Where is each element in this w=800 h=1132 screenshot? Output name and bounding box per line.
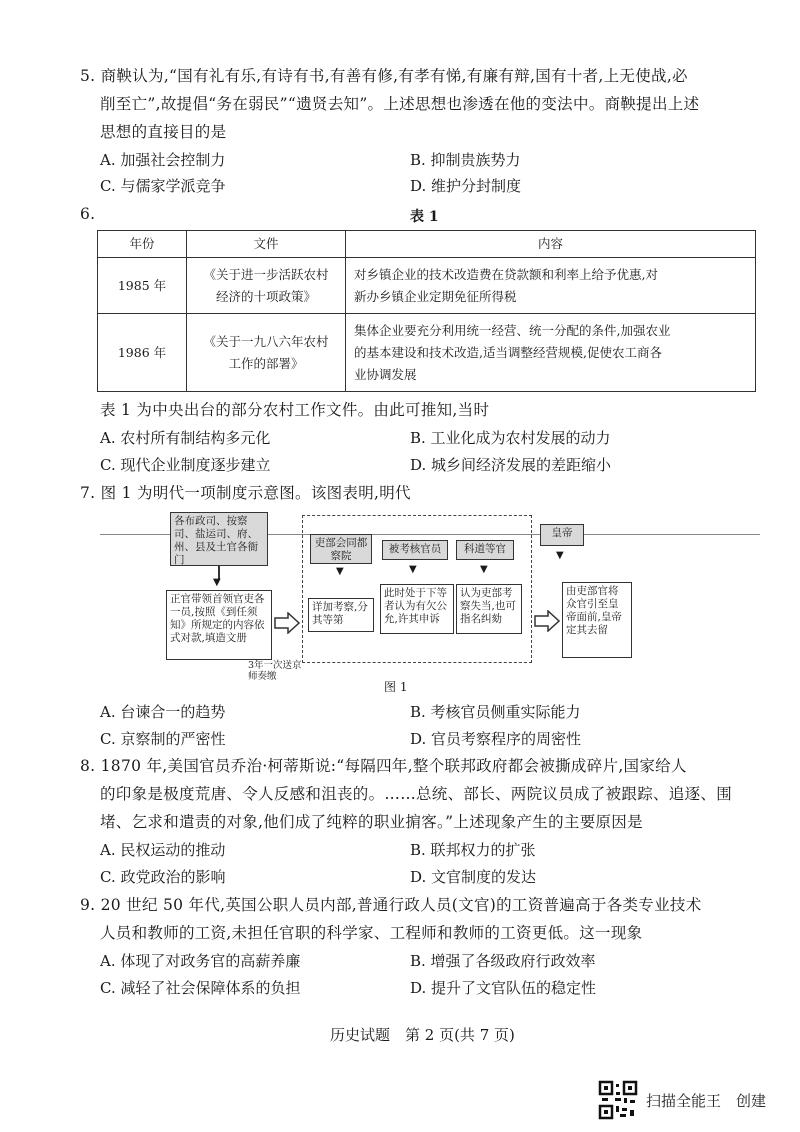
q6-option-c[interactable]: C. 现代企业制度逐步建立: [100, 456, 271, 474]
row1-content: [346, 258, 756, 314]
table-row: [98, 314, 756, 392]
q9-option-a[interactable]: A. 体现了对政务官的高薪养廉: [100, 952, 301, 970]
arrow-down-icon: ▼: [213, 577, 221, 588]
box-officials-procedure: 正官带领首领官吏各一员,按照《到任须知》所规定的内容依式对款,填造文册: [166, 590, 272, 660]
table-row: [98, 258, 756, 314]
header-document: 文件: [187, 231, 346, 258]
q9-option-d[interactable]: D. 提升了文官队伍的稳定性: [410, 979, 597, 997]
box-assessed-title: 被考核官员: [382, 540, 448, 560]
q6-option-d[interactable]: D. 城乡间经济发展的差距缩小: [410, 456, 612, 474]
q9-option-b[interactable]: B. 增强了各级政府行政效率: [410, 952, 596, 970]
row2-content-line-3: 业协调发展: [354, 366, 417, 382]
box-local-offices: 各布政司、按察司、盐运司、府、州、县及土官各衙门: [170, 512, 268, 566]
box-emperor-body: 由吏部官将众官引至皇帝面前,皇帝定其去留: [562, 582, 632, 658]
q9-stem-line-2: 人员和教师的工资,未担任官职的科学家、工程师和教师的工资更低。这一现象: [100, 924, 643, 942]
q8-stem-line-1: 8. 1870 年,美国官员乔治·柯蒂斯说:“每隔四年,整个联邦政府都会被撕成碎片,国家给人: [80, 757, 687, 775]
table-header-row: [98, 231, 756, 258]
q5-stem-line-2: 削至亡”,故提倡“务在弱民”“遗贤去知”。上述思想也渗透在他的变法中。商鞅提出上述: [100, 95, 700, 113]
row1-content-line-2: 新办乡镇企业定期免征所得税: [354, 288, 517, 304]
q8-stem-line-3: 堵、乞求和遣责的对象,他们成了纯粹的职业掮客。”上述现象产生的主要原因是: [100, 813, 643, 831]
note-every-three-years: 3年一次送京师奏缴: [248, 660, 302, 682]
row1-document-line-2: 经济的十项政策》: [215, 288, 316, 304]
row2-document-line-2: 工作的部署》: [228, 355, 304, 371]
row2-content-line-2: 的基本建设和技术改造,适当调整经营规模,促使农工商各: [354, 344, 662, 360]
q8-option-b[interactable]: B. 联邦权力的扩张: [410, 841, 536, 859]
q8-option-d[interactable]: D. 文官制度的发达: [410, 868, 537, 886]
q8-option-c[interactable]: C. 政党政治的影响: [100, 868, 226, 886]
q7-option-d[interactable]: D. 官员考察程序的周密性: [410, 730, 582, 748]
q8-option-a[interactable]: A. 民权运动的推动: [100, 841, 226, 859]
page-footer: 历史试题 第 2 页(共 7 页): [330, 1026, 515, 1044]
q5-option-b[interactable]: B. 抑制贵族势力: [410, 151, 521, 169]
box-emperor-title: 皇帝: [540, 524, 584, 546]
q6-option-a[interactable]: A. 农村所有制结构多元化: [100, 429, 271, 447]
row2-document-line-1: 《关于一九八六年农村: [203, 333, 329, 349]
q7-stem: 7. 图 1 为明代一项制度示意图。该图表明,明代: [80, 484, 411, 502]
header-content: 内容: [346, 231, 756, 258]
box-assessed-body: 此时处于下等者认为有欠公允,许其申诉: [380, 584, 454, 634]
arrow-down-icon: ▼: [336, 566, 344, 577]
q5-stem-line-3: 思想的直接目的是: [100, 123, 227, 141]
q6-option-b[interactable]: B. 工业化成为农村发展的动力: [410, 429, 611, 447]
q7-option-b[interactable]: B. 考核官员侧重实际能力: [410, 703, 581, 721]
arrow-down-icon: ▼: [556, 550, 564, 561]
row1-content-line-1: 对乡镇企业的技术改造费在贷款额和利率上给予优惠,对: [354, 266, 658, 282]
arrow-down-icon: ▼: [480, 564, 488, 575]
hollow-arrow-right-icon: [274, 612, 300, 634]
rural-policy-table: [97, 230, 756, 392]
row1-document: [187, 258, 346, 314]
q5-option-c[interactable]: C. 与儒家学派竞争: [100, 177, 226, 195]
box-censors-title: 科道等官: [456, 540, 514, 560]
q5-option-a[interactable]: A. 加强社会控制力: [100, 151, 226, 169]
row1-document-line-1: 《关于进一步活跃农村: [203, 266, 329, 282]
arrow-down-icon: ▼: [409, 564, 417, 575]
box-censors-body: 认为吏部考察失当,也可指名纠劾: [456, 584, 522, 634]
figure-1-caption: 图 1: [384, 680, 408, 694]
table-title: 表 1: [410, 209, 439, 225]
hollow-arrow-right-icon: [534, 610, 560, 632]
q5-stem-line-1: 5. 商鞅认为,“国有礼有乐,有诗有书,有善有修,有孝有悌,有廉有辩,国有十者,上无使战,必: [80, 67, 688, 85]
row2-year: 1986 年: [98, 314, 187, 392]
q7-option-a[interactable]: A. 台谏合一的趋势: [100, 703, 226, 721]
q6-number: 6.: [80, 205, 96, 223]
row1-year: 1985 年: [98, 258, 187, 314]
q8-stem-line-2: 的印象是极度荒唐、令人反感和沮丧的。……总统、部长、两院议员成了被跟踪、追逐、围: [100, 785, 733, 803]
q9-option-c[interactable]: C. 减轻了社会保障体系的负担: [100, 979, 301, 997]
q9-stem-line-1: 9. 20 世纪 50 年代,英国公职人员内部,普通行政人员(文官)的工资普遍高于各类专业技术: [80, 896, 702, 914]
row2-content: [346, 314, 756, 392]
box-ministry-body: 详加考察,分其等第: [308, 598, 374, 632]
q7-option-c[interactable]: C. 京察制的严密性: [100, 730, 226, 748]
scanner-watermark: 扫描全能王 创建: [646, 1092, 767, 1110]
qr-code-icon: [598, 1080, 638, 1120]
box-ministry-title: 吏部会同都察院: [310, 534, 372, 564]
row2-content-line-1: 集体企业要充分利用统一经营、统一分配的条件,加强农业: [354, 322, 671, 338]
header-year: 年份: [98, 231, 187, 258]
figure-1-diagram: [100, 510, 760, 682]
q6-stem: 表 1 为中央出台的部分农村工作文件。由此可推知,当时: [100, 401, 490, 419]
row2-document: [187, 314, 346, 392]
q5-option-d[interactable]: D. 维护分封制度: [410, 177, 522, 195]
